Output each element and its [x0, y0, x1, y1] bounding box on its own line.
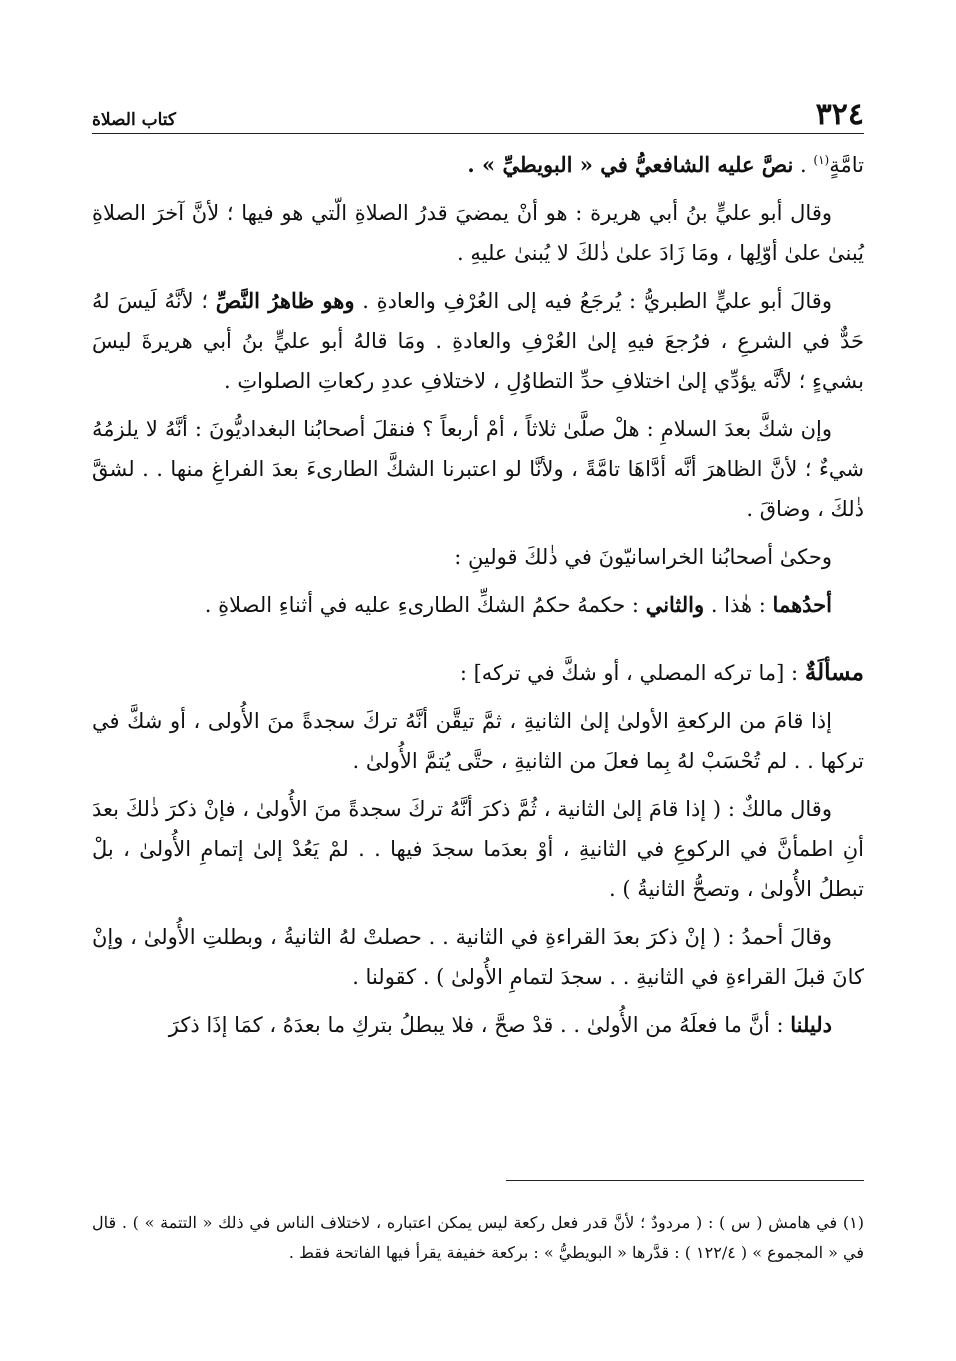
page-header	[92, 96, 864, 130]
paragraph-7: إذا قامَ من الركعةِ الأولىٰ إلىٰ الثانيةِ ، ثمَّ تيقَّن أنَّهُ تركَ سجدةً منَ الأُولى ، أو شكَّ في تركها . . لم تُحْسَبْ لهُ بِما فعلَ من الثانيةِ ، حتَّى يُتمَّ الأُولىٰ .	[92, 709, 864, 773]
paragraph-5: وحكىٰ أصحابُنا الخراسانيّونَ في ذٰلكَ قولينِ :	[454, 545, 832, 569]
bold-span: نصَّ عليه الشافعيُّ في « البويطيِّ » .	[467, 152, 794, 177]
running-title: كتاب الصلاة	[92, 110, 177, 130]
text-span: ؛ لأنَّهُ لَيسَ لهُ حَدٌّ في الشرعِ ، فرُجعَ فيهِ إلىٰ العُرْفِ والعادةِ . ومَا قالهُ أبو عليٍّ بنُ أبي هريرةَ ليسَ بشيءٍ ؛ لأنَّه يؤدِّي إلىٰ اختلافِ حدِّ التطاوُلِ ، لاختلافِ عددِ ركعاتِ الصلواتِ .	[92, 289, 864, 393]
bold-span: دليلنا	[790, 1012, 832, 1037]
paragraph-8: وقال مالكٌ : ( إذا قامَ إلىٰ الثانية ، ثُمَّ ذكرَ أنَّهُ تركَ سجدةً منَ الأُولىٰ ، فإنْ ذكرَ ذٰلكَ بعدَ أنِ اطمأنَّ في الركوعِ في الثانيةِ ، أوْ بعدَما سجدَ فيها . . لمْ يَعُدْ إلىٰ إتمامِ الأُولىٰ ، بلْ تبطلُ الأُولىٰ ، وتصحُّ الثانيةُ ) .	[92, 797, 864, 901]
footnote-rule	[506, 1180, 864, 1181]
paragraph-4: وإن شكَّ بعدَ السلامِ : هلْ صلَّىٰ ثلاثاً ، أمْ أربعاً ؟ فنقلَ أصحابُنا البغداديُّونَ : أنَّهُ لا يلزمُهُ شيءٌ ؛ لأنَّ الظاهرَ أنَّه أدَّاهَا تامَّةً ، ولأنَّا لو اعتبرنا الشكَّ الطارىءَ بعدَ الفراغِ منها . . لشقَّ ذٰلكَ ، وضاقَ .	[92, 417, 864, 521]
bold-span: والثاني	[645, 592, 705, 617]
paragraph-9: وقالَ أحمدُ : ( إنْ ذكرَ بعدَ القراءةِ في الثانية . . حصلتْ لهُ الثانيةُ ، وبطلتِ الأُولىٰ ، وإنْ كانَ قبلَ القراءةِ في الثانيةِ . . سجدَ لتمامِ الأُولىٰ ) . كقولنا .	[92, 925, 864, 989]
paragraph-10	[92, 1005, 864, 1045]
text-span: : أنَّ ما فعلَهُ من الأُولىٰ . . قدْ صحَّ ، فلا يبطلُ بتركِ ما بعدَهُ ، كمَا إذَا ذكرَ	[168, 1013, 791, 1037]
paragraph-2: وقال أبو عليٍّ بنُ أبي هريرة : هو أنْ يمضيَ قدرُ الصلاةِ الّتي هو فيها ؛ لأنَّ آخرَ الصلاةِ يُبنىٰ علىٰ أوّلِها ، ومَا زَادَ علىٰ ذٰلكَ لا يُبنىٰ عليهِ .	[92, 201, 864, 265]
paragraph-6	[92, 585, 864, 625]
masalah-word: مسألَةٌ	[804, 659, 864, 686]
paragraph-1	[92, 145, 864, 185]
main-text	[92, 145, 864, 1053]
text-span: وقالَ أبو عليٍّ الطبريُّ : يُرجَعُ فيه إلى العُرْفِ والعادةِ .	[354, 289, 832, 313]
footnotes	[92, 1208, 864, 1268]
bold-span: أحدُهما	[772, 592, 832, 617]
text-span: .	[793, 153, 814, 177]
footnote-ref: (١)	[813, 153, 830, 167]
paragraph-3	[92, 281, 864, 401]
text-span: تامَّةٍ	[829, 153, 864, 177]
masalah-heading	[92, 653, 864, 693]
footnote-1: (١) في هامش ( س ) : ( مردودٌ ؛ لأنَّ قدر فعل ركعة ليس يمكن اعتباره ، لاختلاف الناس في ذلك « التتمة » ) . قال في « المجموع » ( ١٢٢/٤ ) : قدَّرها « البويطيُّ » : بركعة خفيفة يقرأ فيها الفاتحة فقط .	[92, 1213, 865, 1262]
text-span: : حكمهُ حكمُ الشكِّ الطارىءِ عليه في أثناءِ الصلاةِ .	[204, 593, 646, 617]
text-span: : هٰذا .	[704, 593, 773, 617]
page-number: ٣٢٤	[815, 97, 864, 132]
bold-span: وهو ظاهرُ النَّصِّ	[215, 288, 355, 313]
header-rule	[92, 133, 864, 134]
text-span: : [ما تركه المصلي ، أو شكَّ في تركه] :	[459, 661, 805, 685]
